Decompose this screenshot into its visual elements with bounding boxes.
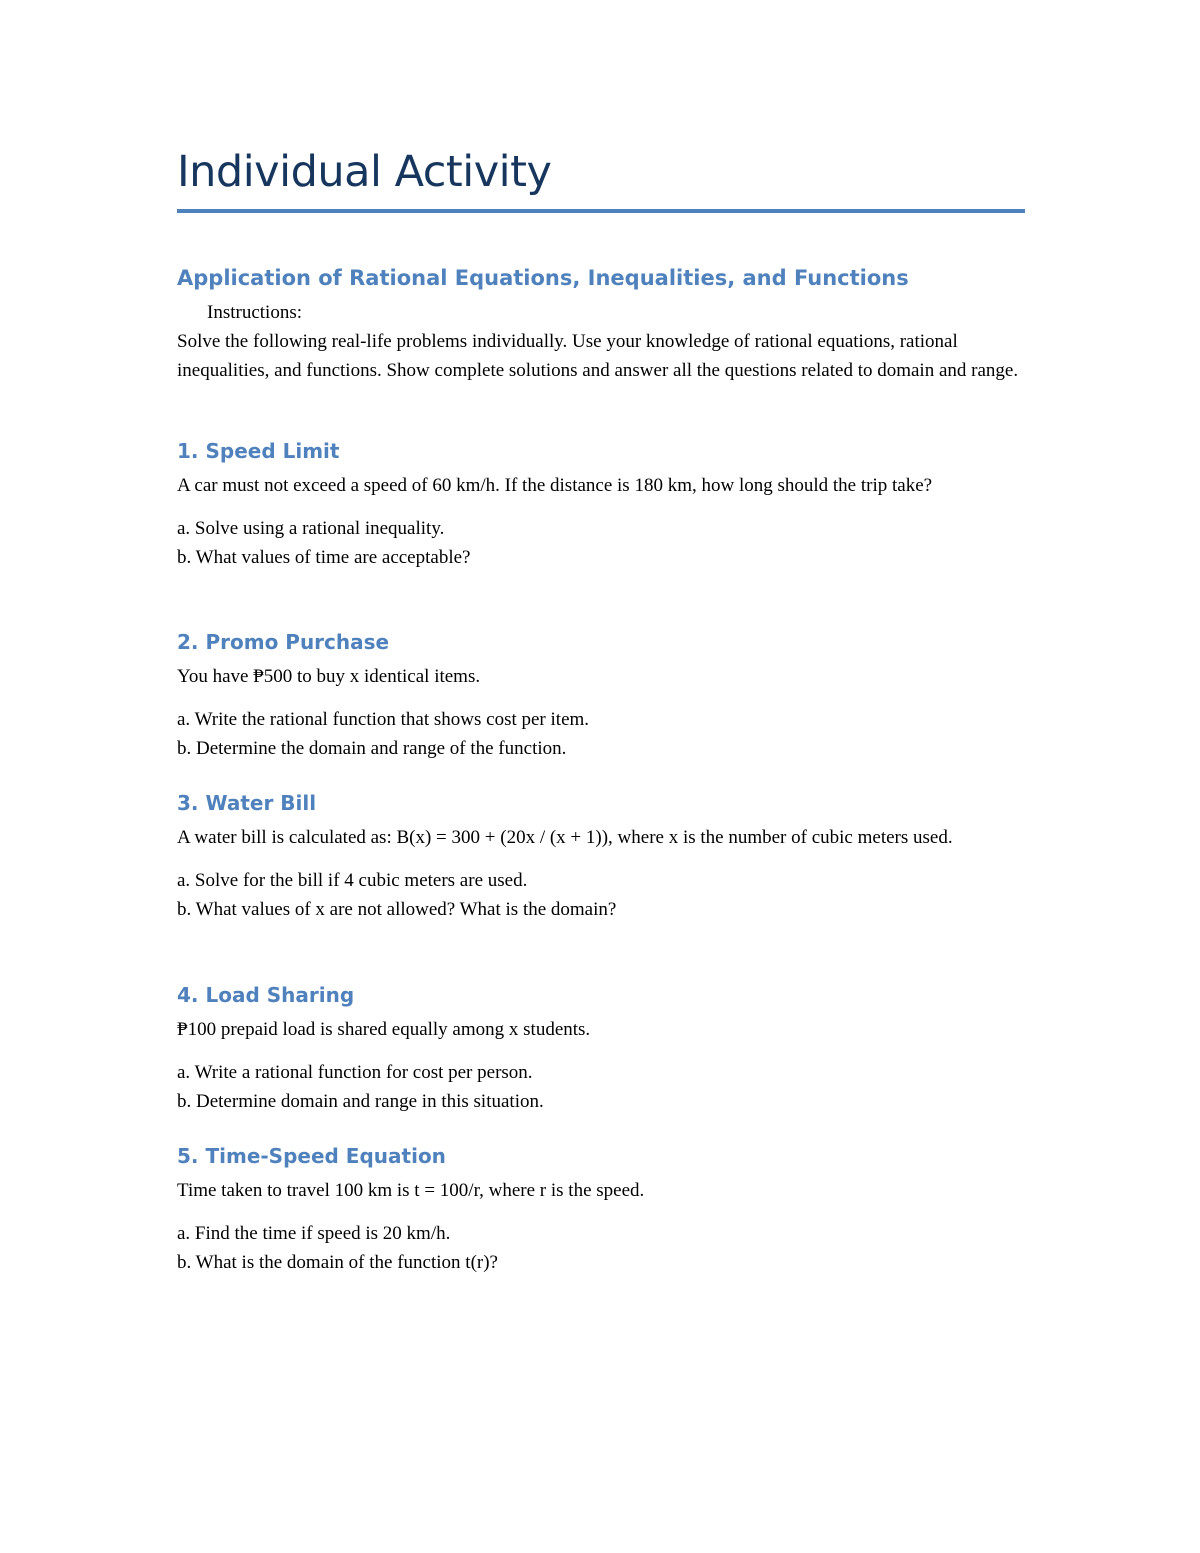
question-item: a. Write a rational function for cost per person. xyxy=(177,1062,533,1083)
question-item: a. Find the time if speed is 20 km/h. xyxy=(177,1223,451,1244)
problem-text: ₱100 prepaid load is shared equally among x students. xyxy=(177,1019,591,1040)
question-list xyxy=(177,705,1025,763)
problem-section-3 xyxy=(177,787,1025,924)
problem-text: Time taken to travel 100 km is t = 100/r, where r is the speed. xyxy=(177,1180,645,1201)
problem-section-2 xyxy=(177,626,1025,763)
question-list xyxy=(177,866,1025,924)
problem-heading: 1. Speed Limit xyxy=(177,439,340,463)
question-item: b. What values of time are acceptable? xyxy=(177,547,471,568)
problem-section-4 xyxy=(177,979,1025,1116)
problem-heading: 5. Time-Speed Equation xyxy=(177,1144,446,1168)
question-list xyxy=(177,514,1025,572)
problem-heading: 3. Water Bill xyxy=(177,791,317,815)
question-item: a. Write the rational function that shows cost per item. xyxy=(177,709,590,730)
question-item: a. Solve using a rational inequality. xyxy=(177,518,445,539)
question-item: b. Determine the domain and range of the function. xyxy=(177,738,567,759)
title-divider xyxy=(177,209,1025,213)
question-item: b. Determine domain and range in this situation. xyxy=(177,1091,544,1112)
problem-heading: 2. Promo Purchase xyxy=(177,630,390,654)
question-item: b. What is the domain of the function t(r)? xyxy=(177,1252,498,1273)
instructions-label: Instructions: xyxy=(207,302,302,323)
problem-section-1 xyxy=(177,435,1025,572)
document-subtitle: Application of Rational Equations, Inequalities, and Functions xyxy=(177,266,909,290)
question-list xyxy=(177,1058,1025,1116)
problem-text: You have ₱500 to buy x identical items. xyxy=(177,666,481,687)
problem-text: A car must not exceed a speed of 60 km/h. If the distance is 180 km, how long should the trip take? xyxy=(177,475,933,496)
problem-heading: 4. Load Sharing xyxy=(177,983,355,1007)
problem-section-5 xyxy=(177,1140,1025,1277)
document-title: Individual Activity xyxy=(177,147,552,197)
problem-text: A water bill is calculated as: B(x) = 300 + (20x / (x + 1)), where x is the number of cubic meters used. xyxy=(177,827,953,848)
instructions-text: Solve the following real-life problems individually. Use your knowledge of rational equations, rational inequalities, and functions. Show complete solutions and answer all the questions related to domain and range. xyxy=(177,331,1019,381)
question-list xyxy=(177,1219,1025,1277)
question-item: b. What values of x are not allowed? What is the domain? xyxy=(177,899,617,920)
question-item: a. Solve for the bill if 4 cubic meters are used. xyxy=(177,870,528,891)
